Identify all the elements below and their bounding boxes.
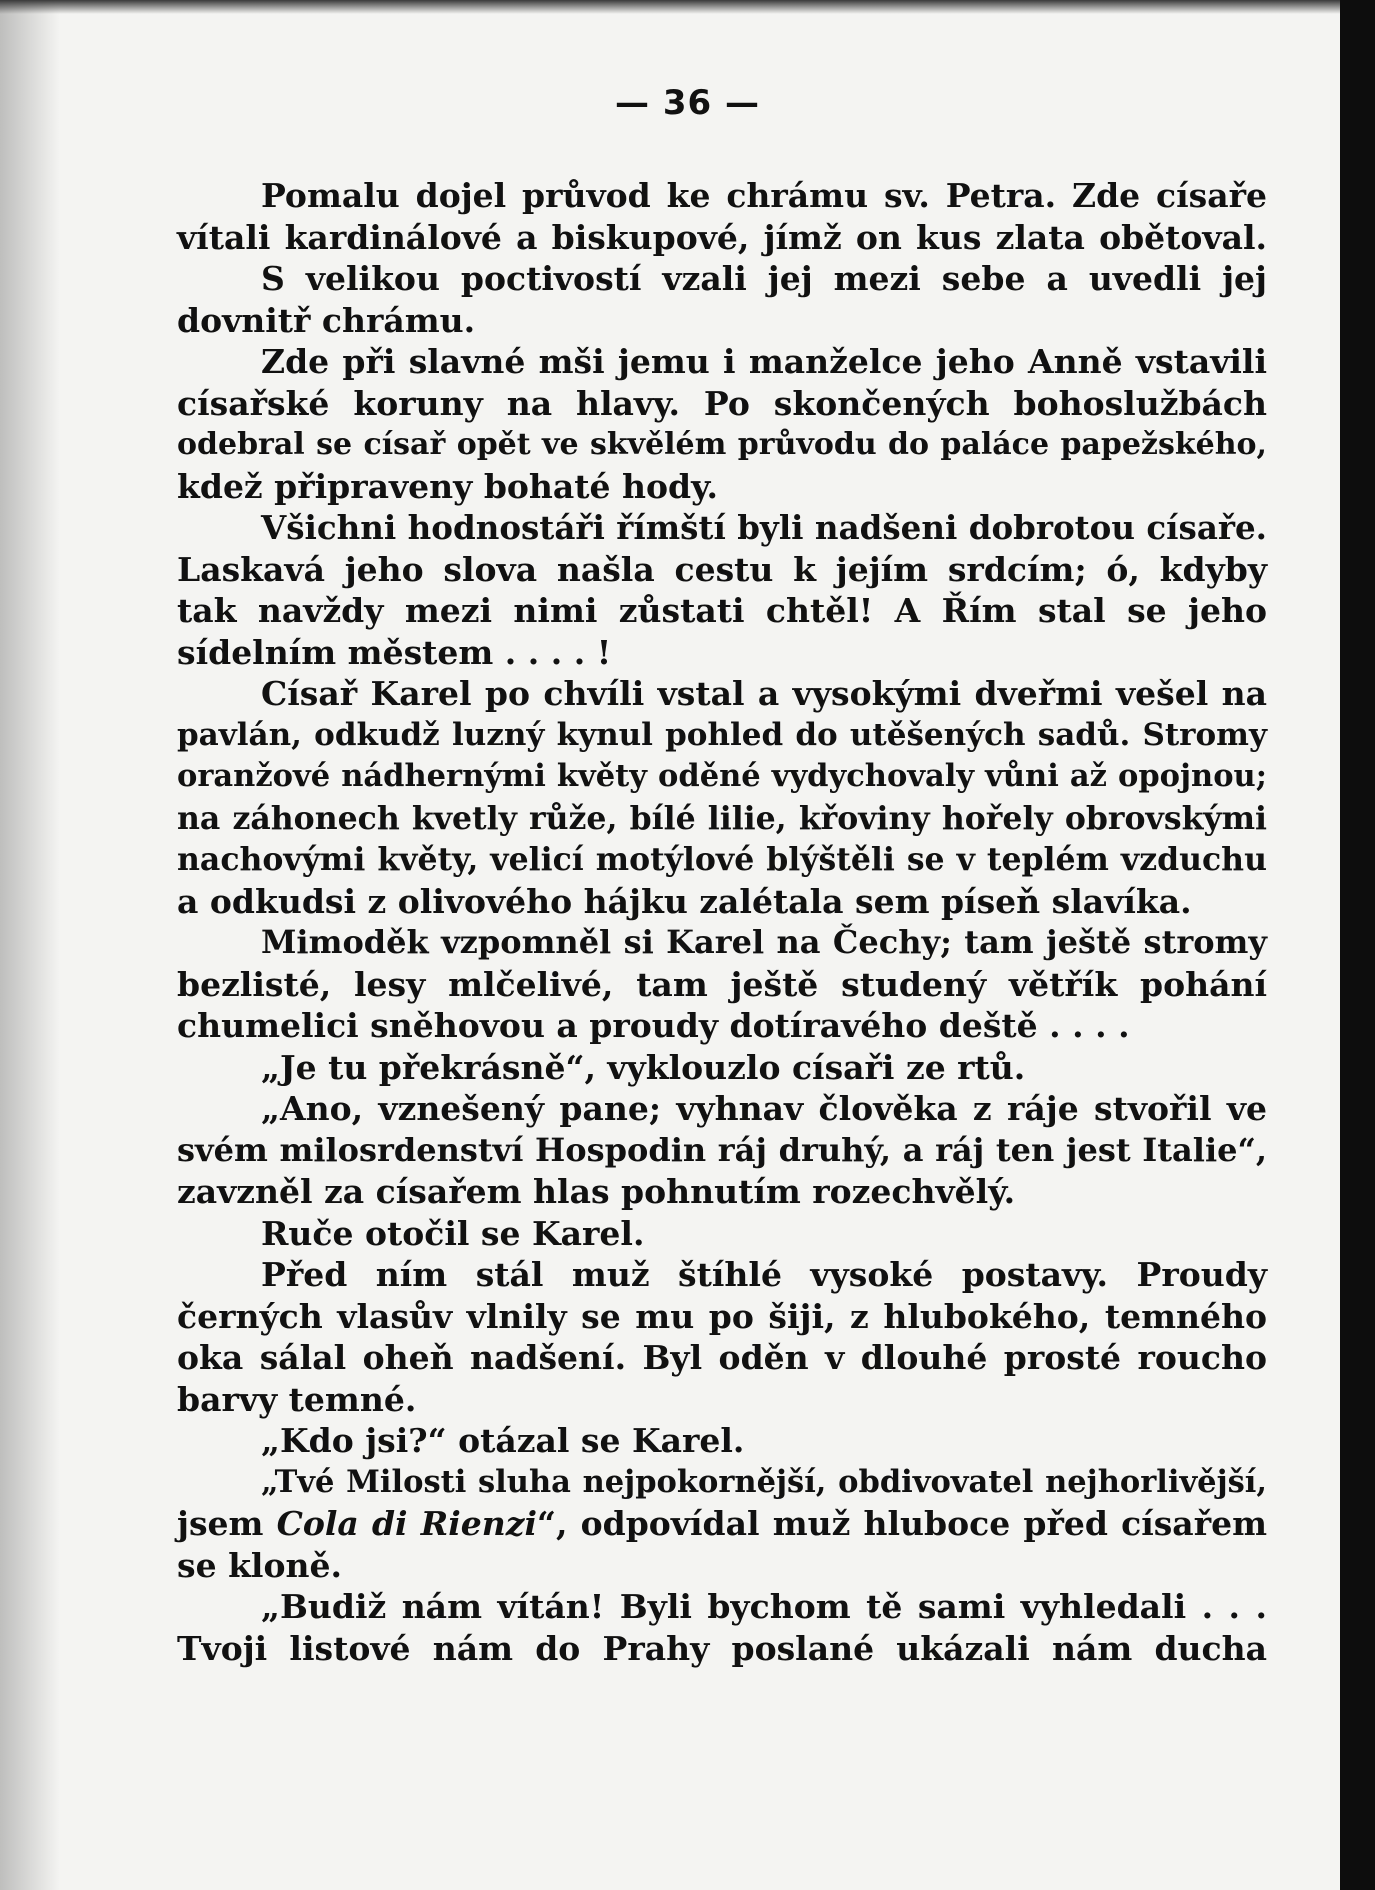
text-line: Laskavá jeho slova našla cestu k jejím srdcím; ó, kdyby bbox=[177, 549, 1267, 589]
text-line: „Je tu překrásně“, vyklouzlo císaři ze rtů. bbox=[261, 1047, 1026, 1087]
text-line: na záhonech kvetly růže, bílé lilie, křoviny hořely obrovskými bbox=[177, 799, 1267, 837]
text-line: Všichni hodnostáři římští byli nadšeni dobrotou císaře. bbox=[261, 508, 1267, 547]
text-line: se kloně. bbox=[177, 1545, 342, 1585]
text-line: oka sálal oheň nadšení. Byl oděn v dlouhé prosté roucho bbox=[177, 1338, 1267, 1377]
text-line: „Ano, vznešený pane; vyhnav člověka z ráje stvořil ve bbox=[261, 1089, 1267, 1128]
scan-right-edge bbox=[1340, 0, 1375, 1890]
text-line: kdež připraveny bohaté hody. bbox=[177, 466, 718, 506]
scan-left-shadow bbox=[0, 0, 60, 1890]
text-line: sídelním městem . . . . ! bbox=[177, 632, 612, 672]
text-line: pavlán, odkudž luzný kynul pohled do utěšených sadů. Stromy bbox=[177, 716, 1267, 753]
page-number: — 36 — bbox=[615, 83, 760, 123]
text-line: chumelici sněhovou a proudy dotíravého deště . . . . bbox=[177, 1006, 1130, 1045]
text-line: jsem Cola di Rienzi“, odpovídal muž hluboce před císařem bbox=[177, 1504, 1267, 1543]
text-line: odebral se císař opět ve skvělém průvodu do paláce papežského, bbox=[177, 427, 1267, 462]
text-line: zavzněl za císařem hlas pohnutím rozechvělý. bbox=[177, 1172, 1016, 1211]
text-line: barvy temné. bbox=[177, 1379, 417, 1419]
text-line: císařské koruny na hlavy. Po skončených bohoslužbách bbox=[177, 383, 1267, 423]
text-line: „Tvé Milosti sluha nejpokornější, obdivovatel nejhorlivější, bbox=[261, 1463, 1267, 1500]
text-line: Císař Karel po chvíli vstal a vysokými dveřmi vešel na bbox=[261, 674, 1267, 713]
text-line: bezlisté, lesy mlčelivé, tam ještě studený větřík pohání bbox=[177, 964, 1267, 1004]
text-line: Před ním stál muž štíhlé vysoké postavy. Proudy bbox=[261, 1255, 1267, 1294]
text-line: dovnitř chrámu. bbox=[177, 300, 476, 340]
text-line: oranžové nádhernými květy oděné vydychovaly vůni až opojnou; bbox=[177, 758, 1267, 794]
scan-top-shadow bbox=[0, 0, 1340, 14]
text-line: Pomalu dojel průvod ke chrámu sv. Petra. Zde císaře bbox=[261, 176, 1267, 215]
text-line: tak navždy mezi nimi zůstati chtěl! A Řím stal se jeho bbox=[177, 591, 1267, 630]
text-line: Ruče otočil se Karel. bbox=[261, 1213, 645, 1253]
text-line: černých vlasův vlnily se mu po šiji, z hlubokého, temného bbox=[177, 1296, 1267, 1336]
body-text bbox=[177, 175, 1267, 1669]
text-line: a odkudsi z olivového hájku zalétala sem píseň slavíka. bbox=[177, 881, 1192, 921]
text-line: nachovými květy, velicí motýlové blýštěli se v teplém vzduchu bbox=[177, 841, 1267, 878]
text-line: vítali kardinálové a biskupové, jímž on kus zlata obětoval. bbox=[177, 217, 1267, 257]
text-line: Mimoděk vzpomněl si Karel na Čechy; tam ještě stromy bbox=[261, 923, 1267, 961]
text-line: S velikou poctivostí vzali jej mezi sebe a uvedli jej bbox=[261, 259, 1267, 298]
text-line: svém milosrdenství Hospodin ráj druhý, a ráj ten jest Italie“, bbox=[177, 1130, 1267, 1169]
text-line: Tvoji listové nám do Prahy poslané ukázali nám ducha bbox=[177, 1628, 1267, 1668]
text-line: „Budiž nám vítán! Byli bychom tě sami vyhledali . . . bbox=[261, 1587, 1267, 1626]
text-line: Zde při slavné mši jemu i manželce jeho Anně vstavili bbox=[261, 342, 1267, 381]
text-line: „Kdo jsi?“ otázal se Karel. bbox=[261, 1421, 745, 1460]
